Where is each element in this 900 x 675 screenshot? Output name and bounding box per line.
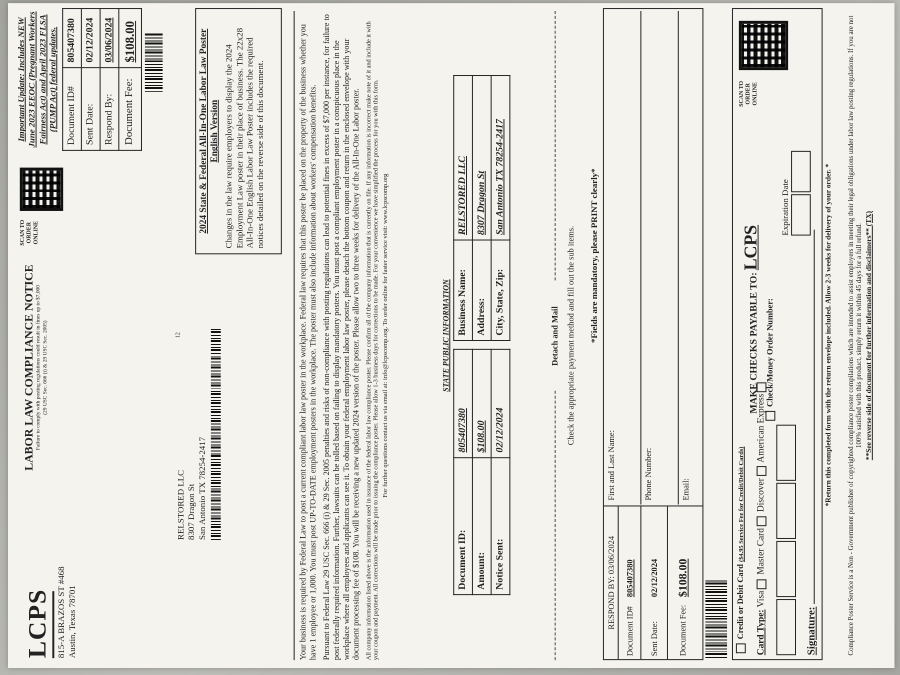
coupon-qr-code[interactable] xyxy=(739,21,788,70)
coupon-docid-value: 805407380 xyxy=(624,559,635,598)
card-number-group-4[interactable] xyxy=(776,424,796,480)
header-qr-block xyxy=(20,166,63,255)
card-number-boxes xyxy=(776,424,798,655)
sender-block xyxy=(22,540,78,658)
state-info-left-table xyxy=(453,349,510,595)
update-line-3: Fairness Act) and April 2023 FLSA xyxy=(37,14,47,145)
state-docid-label: Document ID: xyxy=(453,458,472,595)
recipient-street: 8307 Dragon St xyxy=(186,483,196,540)
state-address-value: 8307 Dragon St xyxy=(472,76,491,240)
card-number-group-3[interactable] xyxy=(776,483,796,539)
coupon-qr-block xyxy=(739,14,788,122)
email-field[interactable] xyxy=(691,24,708,501)
card-number-group-1[interactable] xyxy=(776,599,796,655)
notice-title-block xyxy=(22,264,49,471)
discover-checkbox[interactable] xyxy=(757,466,767,476)
card-fee-note: ($4.95 Service Fee for Credit/Debit Cards) xyxy=(737,446,745,562)
order-qr-code[interactable] xyxy=(20,168,63,211)
card-type-row xyxy=(757,380,768,655)
notice-subtitle-2: (29 USC Sec. 666 (i) & 29 USC Sec. 2005) xyxy=(42,320,49,415)
summary-respond-label: Respond By: xyxy=(100,68,119,150)
signature-line[interactable] xyxy=(802,230,815,604)
state-info-title: STATE PUBLIC INFORMATION xyxy=(441,279,451,392)
recipient-code: 12 xyxy=(175,332,182,339)
document-footer xyxy=(847,3,872,668)
state-amount-label: Amount: xyxy=(472,458,491,595)
update-line-2: June 2023 EEOC (Pregnant Workers xyxy=(26,11,37,148)
visa-option-label: Visa xyxy=(756,590,767,608)
summary-docid-value: 805407380 xyxy=(63,9,82,68)
card-checkbox[interactable] xyxy=(736,643,746,653)
payment-coupon xyxy=(589,3,845,668)
sender-address-line2: Austin, Texas 78701 xyxy=(67,585,77,659)
coupon-respond-by: RESPOND BY: 03/06/2024 xyxy=(604,506,619,659)
recipient-section xyxy=(136,3,289,668)
coupon-scan-label: SCAN TO ORDER ONLINE xyxy=(738,80,759,107)
postal-barcode xyxy=(211,328,221,540)
body-paragraph-2: Pursuant to Federal Law 29 USC Sec. 666 (i) & 29 Sec. 2005 penalties and risks of non-compliance with posting regulations can lead to potential fines in excess of $7,000 per instance, for failure to post federally required information. Further, lawsuits can be tolled based on failing to display mandatory posters. You must post a compliant employment poster in a conspicuous place in the workplace where all employees and applicants can see it. To obtain your federal employment labor law poster, please detach the bottom coupon and return in the enclosed envelope with your document processing fee of $108. You will be receiving a new updated 2024 version of the poster. Please allow two to three weeks for delivery of the All-In-One Labor poster. xyxy=(322,14,361,661)
poster-box-title: 2024 State & Federal All-In-One Labor Law Poster English Version xyxy=(199,28,221,234)
first-last-name-label: First and Last Name: xyxy=(605,430,616,501)
lcps-logo: LCPS xyxy=(22,591,55,658)
update-notice xyxy=(16,8,59,151)
recipient-name: RELSTORED LLC xyxy=(175,469,186,540)
mastercard-option-label: Master Card xyxy=(756,528,767,575)
coupon-contact-fields xyxy=(604,11,703,504)
body-contact: For further questions contact us via email at: info@lcpscomp.org. To order online for faster service visit: www.lcpscomp.org xyxy=(382,173,390,498)
coupon-fee-label: Document Fee: xyxy=(677,604,688,657)
summary-table xyxy=(62,8,141,151)
card-label: Credit or Debit Card xyxy=(734,564,745,640)
checks-payable-to: LCPS xyxy=(740,224,761,271)
visa-checkbox[interactable] xyxy=(757,579,767,589)
coupon-barcode xyxy=(705,579,727,658)
state-info-section xyxy=(441,3,549,668)
amex-option-label: American Express xyxy=(756,393,767,463)
detach-label: Detach and Mail xyxy=(550,282,560,390)
mandatory-note: *Fields are mandatory, please PRINT clearly* xyxy=(589,168,599,343)
return-note: *Return this completed form with the return envelope included. Allow 2-3 weeks for delivery of your order. * xyxy=(823,163,833,507)
sender-address-line1: 815-A BRAZOS ST #468 xyxy=(56,566,67,659)
amex-checkbox[interactable] xyxy=(757,382,767,392)
summary-sent-label: Sent Date: xyxy=(82,68,101,150)
phone-number-field[interactable] xyxy=(653,24,670,501)
notice-title: LABOR LAW COMPLIANCE NOTICE xyxy=(21,264,36,471)
check-money-order-label: Check/Money Order Number: xyxy=(764,298,775,407)
coupon-summary xyxy=(604,505,703,659)
state-city-label: City, State, Zip: xyxy=(491,240,510,341)
state-address-label: Address: xyxy=(472,240,491,341)
summary-respond-value: 03/06/2024 xyxy=(100,9,119,68)
update-line-4: (PUMP Act) federal updates. xyxy=(47,26,58,133)
state-notice-sent-label: Notice Sent: xyxy=(491,458,510,595)
state-city-value: San Antonio TX 78254-2417 xyxy=(491,76,510,240)
signature-label: Signature: xyxy=(805,606,818,656)
discover-option-label: Discover xyxy=(756,478,767,512)
checks-payable-label: MAKE CHECKS PAYABLE TO: xyxy=(748,272,760,414)
recipient-address xyxy=(175,313,223,540)
mastercard-checkbox[interactable] xyxy=(757,516,767,526)
state-notice-sent-value: 02/12/2024 xyxy=(491,350,510,458)
coupon-top-box xyxy=(603,8,703,660)
expiration-block xyxy=(780,151,813,236)
coupon-payment-box xyxy=(732,8,823,660)
card-option xyxy=(735,447,746,656)
compliance-notice-document xyxy=(8,3,895,668)
poster-box-body: Changes in the law require employers to display the 2024 Employment Law poster in their place of business. The 22x28 All-In-One English Labor Law Poster includes the required notices detailed on the reverse side of this document. xyxy=(223,27,266,249)
summary-sent-value: 02/12/2024 xyxy=(82,9,101,68)
coupon-sent-value: 02/12/2024 xyxy=(649,558,660,598)
phone-number-label: Phone Number: xyxy=(643,447,654,501)
scan-label: SCAN TO ORDER ONLINE xyxy=(19,219,40,246)
body-paragraph-1: Your business is required by Federal Law to post a current compliant labor law poster in the workplace. Federal law requires that this poster be placed on the property of the business whether you have 1 employee or 1,000. You must post UP-TO-DATE employment posters in the workplace. The poster must also include information about workers' compensation benefits. xyxy=(298,24,318,661)
expiration-year-field[interactable] xyxy=(791,151,811,192)
signature-row xyxy=(802,230,819,656)
notice-subtitle-1: Failure to comply with posting regulations could result in fines up to $7,000 xyxy=(35,285,42,451)
summary-docid-label: Document ID# xyxy=(63,68,82,150)
state-business-label: Business Name: xyxy=(453,240,472,341)
poster-info-box xyxy=(195,8,282,254)
email-label: Email: xyxy=(680,478,691,501)
recipient-city: San Antonio TX 78254-2417 xyxy=(196,436,207,540)
expiration-label: Expiration Date xyxy=(780,179,791,236)
coupon-sent-label: Sent Date: xyxy=(649,621,660,657)
update-line-1: Important Update: Includes NEW xyxy=(15,17,26,142)
coupon-fee-value: $108.00 xyxy=(675,558,690,598)
state-amount-value: $108.00 xyxy=(472,350,491,458)
state-info-right-table xyxy=(453,76,510,342)
detach-instruction: Check the appropriate payment method and fill out the sub items. xyxy=(565,225,576,446)
coupon-docid-label: Document ID# xyxy=(624,606,635,657)
state-docid-value: 805407380 xyxy=(453,350,472,458)
body-paragraph-3: All company information listed above is the information used in issuance of the federal labor law compliance poster. Please confirm all of the company information that is currently on file. If any information is incorrect make note of it and include it with your coupon and payment. All corrections will be made prior to issuing the compliance poster. Please allow 1-3 business days for corrections to be made. For your convenience we have simplified the process for you with this form. xyxy=(365,21,380,661)
summary-fee-label: Document Fee: xyxy=(119,68,141,150)
summary-fee-value: $108.00 xyxy=(119,9,141,68)
card-number-group-2[interactable] xyxy=(776,541,796,597)
card-type-label: Card Type: xyxy=(756,609,767,656)
detach-section xyxy=(549,3,576,668)
notice-body xyxy=(294,3,391,668)
state-business-value: RELSTORED LLC xyxy=(453,76,472,240)
footer-see-reverse: **See reverse side of document for further information and disclaimers** (TX) xyxy=(863,211,873,461)
first-last-name-field[interactable] xyxy=(616,24,633,501)
footer-disclaimer: Compliance Poster Service is a Non - Government publisher of copyrighted compliance poster compilations which are intended to assist employers in meeting their legal obligations under labor law posting regulations. If you are not 100% satisfied with this product, simply return it within 45 days for a full refund. xyxy=(847,15,864,656)
